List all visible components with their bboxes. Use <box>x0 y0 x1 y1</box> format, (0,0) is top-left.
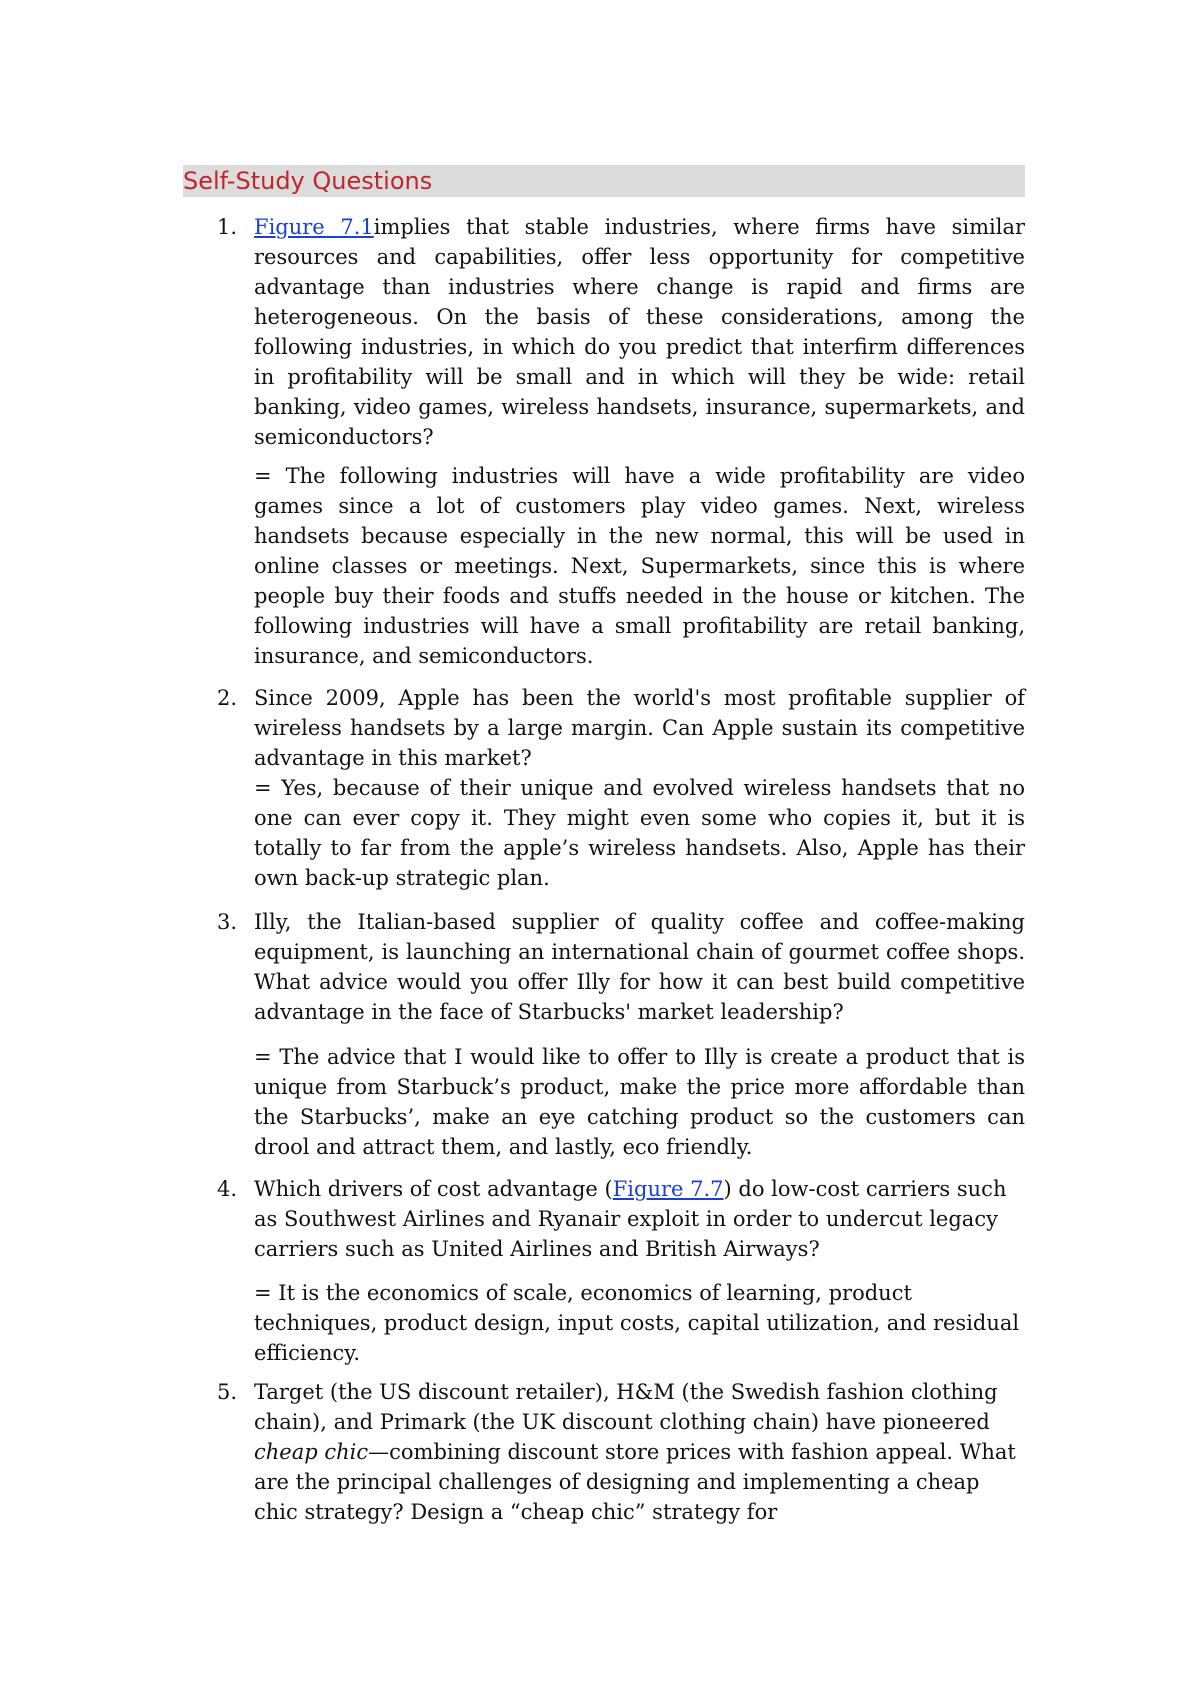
figure-link[interactable]: Figure 7.1 <box>254 215 374 239</box>
figure-link[interactable]: Figure 7.7 <box>612 1177 724 1201</box>
question-text <box>254 1377 1025 1527</box>
italic-term: cheap chic <box>254 1440 369 1464</box>
question-number: 5. <box>217 1380 238 1404</box>
question-body-start: Target (the US discount retailer), H&M (the Swedish fashion clothing chain), and Primark (the UK discount clothing chain) have pioneered <box>254 1380 998 1434</box>
question-body: implies that stable industries, where firms have similar resources and capabilities, offer less opportunity for competitive advantage than industries where change is rapid and firms are heterogeneous. On the basis of these considerations, among the following industries, in which do you predict that interfirm differences in profitability will be small and in which will they be wide: retail banking, video games, wireless handsets, insurance, supermarkets, and semiconductors? <box>254 215 1025 449</box>
section-heading: Self-Study Questions <box>183 165 1025 197</box>
question-number: 2. <box>217 686 238 710</box>
answer-text: = The following industries will have a wide profitability are video games since a lot of customers play video games. Next, wireless handsets because especially in the new normal, this will be used in online classes or meetings. Next, Supermarkets, since this is where people buy their foods and stuffs needed in the house or kitchen. The following industries will have a small profitability are retail banking, insurance, and semiconductors. <box>254 464 1025 668</box>
question-text: Illy, the Italian-based supplier of quality coffee and coffee-making equipment, is launching an international chain of gourmet coffee shops. What advice would you offer Illy for how it can best build competitive advantage in the face of Starbucks' market leadership? <box>254 910 1025 1024</box>
question-text <box>254 1174 1025 1264</box>
question-text: Since 2009, Apple has been the world's most profitable supplier of wireless handsets by a large margin. Can Apple sustain its competitive advantage in this market? <box>254 686 1025 770</box>
question-body-end: ) do low-cost carriers such as Southwest Airlines and Ryanair exploit in order to undercut legacy carriers such as United Airlines and British Airways? <box>254 1177 1007 1261</box>
question-body-end: —combining discount store prices with fashion appeal. What are the principal challenges of designing and implementing a cheap chic strategy? Design a “cheap chic” strategy for <box>254 1440 1016 1524</box>
question-text <box>254 212 1025 452</box>
answer-text: = The advice that I would like to offer to Illy is create a product that is unique from Starbuck’s product, make the price more affordable than the Starbucks’, make an eye catching product so the customers can drool and attract them, and lastly, eco friendly. <box>254 1045 1025 1159</box>
answer-text: = Yes, because of their unique and evolved wireless handsets that no one can ever copy it. They might even some who copies it, but it is totally to far from the apple’s wireless handsets. Also, Apple has their own back-up strategic plan. <box>254 776 1025 890</box>
answer-text: = It is the economics of scale, economics of learning, product techniques, product design, input costs, capital utilization, and residual efficiency. <box>254 1281 1020 1365</box>
question-number: 3. <box>217 910 238 934</box>
question-body-start: Which drivers of cost advantage ( <box>254 1177 613 1201</box>
question-number: 4. <box>217 1177 238 1201</box>
question-number: 1. <box>217 215 238 239</box>
